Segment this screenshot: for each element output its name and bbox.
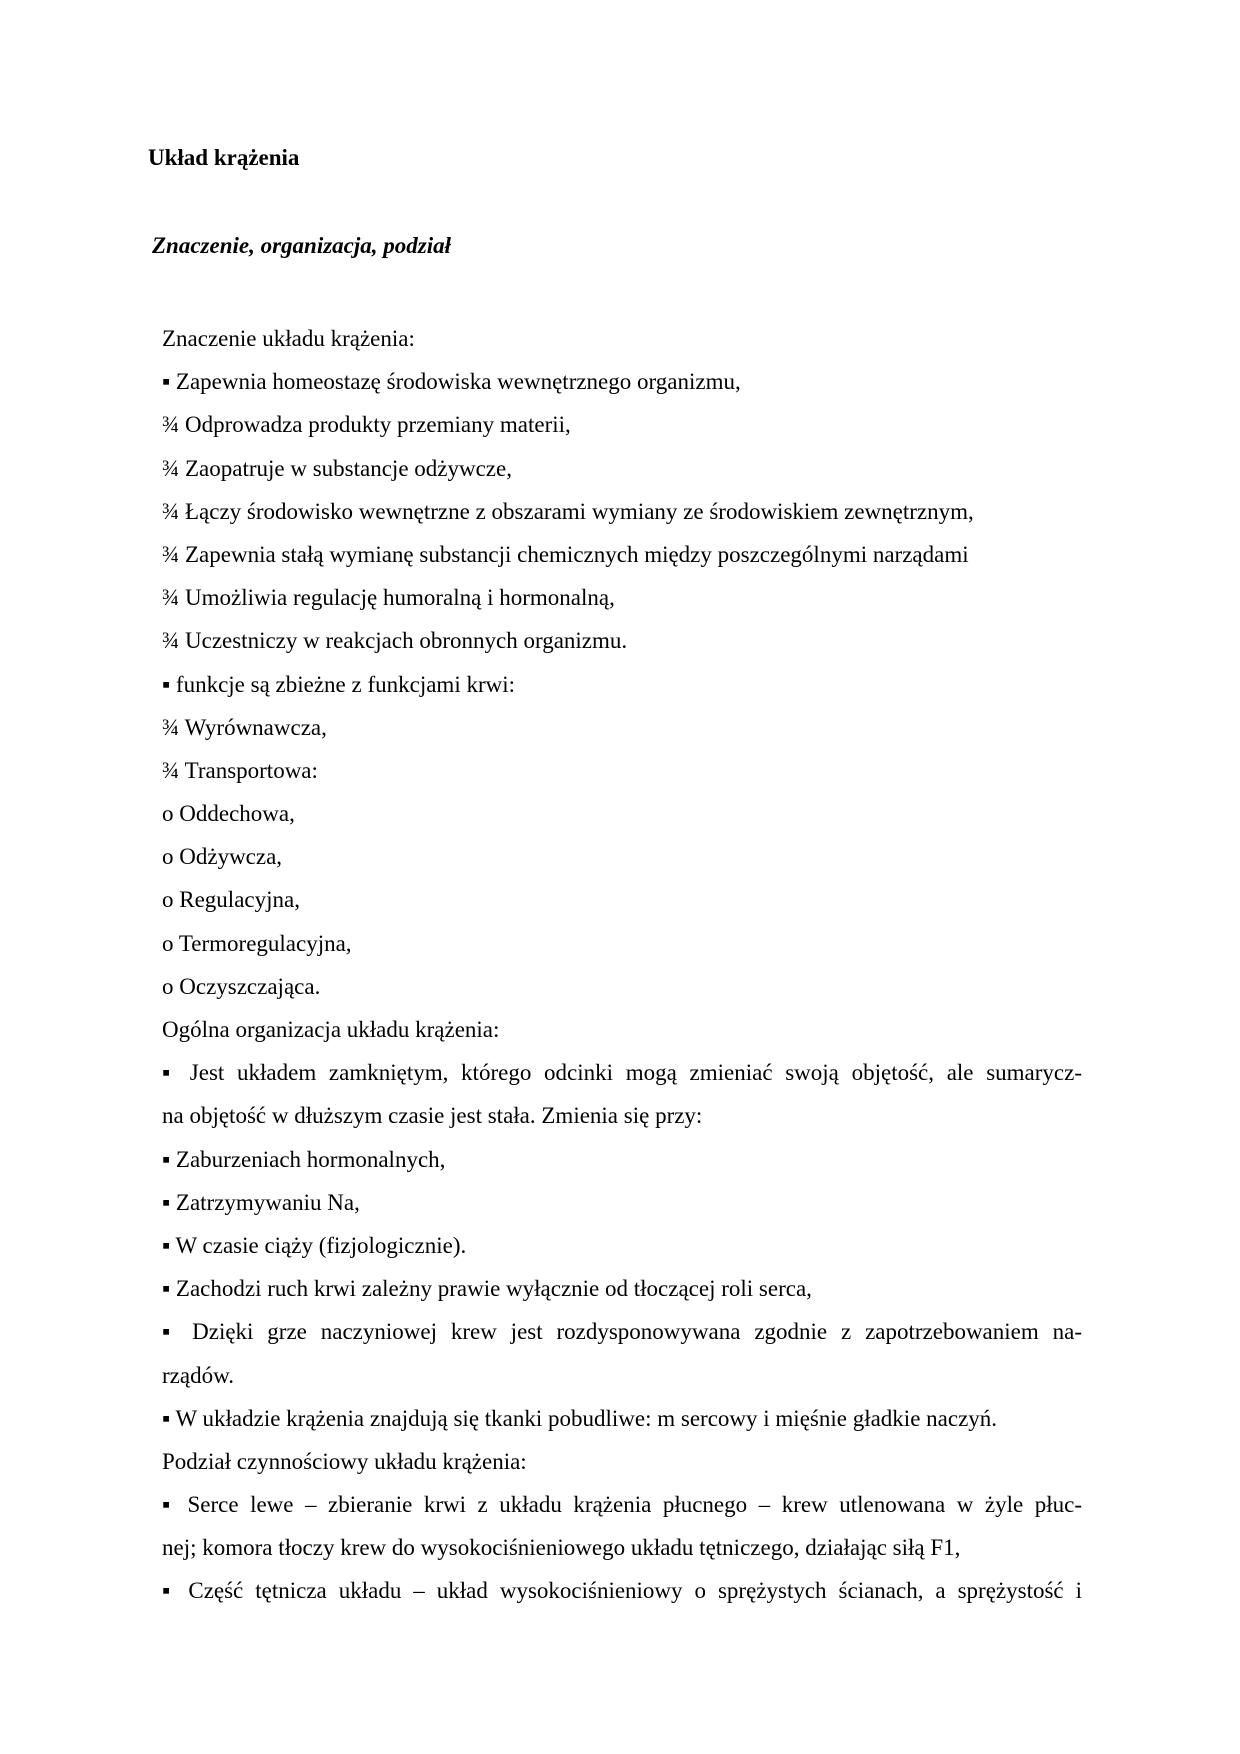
section-heading: Ogólna organizacja układu krążenia: — [162, 1017, 500, 1042]
list-item: ¾ Umożliwia regulację humoralną i hormonalną, — [162, 585, 615, 611]
bullet-item: ▪ Część tętnicza układu – układ wysokociśnieniowy o sprężystych ścianach, a sprężystość i — [162, 1578, 1082, 1604]
bullet-item: ▪ Serce lewe – zbieranie krwi z układu krążenia płucnego – krew utlenowana w żyle płuc- — [162, 1492, 1082, 1518]
bullet-item: ▪ Zaburzeniach hormonalnych, — [162, 1146, 446, 1172]
section-subtitle: Znaczenie, organizacja, podział — [152, 233, 452, 258]
bullet-item: ▪ W czasie ciąży (fizjologicznie). — [162, 1232, 467, 1258]
bullet-item: ▪ Zachodzi ruch krwi zależny prawie wyłącznie od tłoczącej roli serca, — [162, 1276, 812, 1302]
list-item: ¾ Zaopatruje w substancje odżywcze, — [162, 455, 512, 481]
list-item: ¾ Wyrównawcza, — [162, 714, 327, 740]
list-item: ¾ Łączy środowisko wewnętrzne z obszarami wymiany ze środowiskiem zewnętrznym, — [162, 498, 974, 524]
text-line: rządów. — [162, 1362, 234, 1388]
bullet-item: ▪ Zapewnia homeostazę środowiska wewnętrznego organizmu, — [162, 369, 741, 395]
section-heading: Podział czynnościowy układu krążenia: — [162, 1448, 527, 1474]
text-line: na objętość w dłuższym czasie jest stała. Zmienia się przy: — [162, 1103, 703, 1129]
document-body — [162, 317, 1082, 1613]
bullet-item: ▪ funkcje są zbieżne z funkcjami krwi: — [162, 671, 516, 697]
list-item: ¾ Transportowa: — [162, 757, 318, 783]
bullet-item: ▪ Dzięki grze naczyniowej krew jest rozdysponowywana zgodnie z zapotrzebowaniem na- — [162, 1319, 1082, 1345]
text-line: Znaczenie układu krążenia: — [162, 326, 415, 351]
bullet-item: ▪ Zatrzymywaniu Na, — [162, 1189, 360, 1215]
sub-list-item: o Oddechowa, — [162, 801, 295, 827]
sub-list-item: o Odżywcza, — [162, 844, 283, 870]
list-item: ¾ Uczestniczy w reakcjach obronnych organizmu. — [162, 628, 628, 654]
document-title: Układ krążenia — [148, 145, 300, 170]
sub-list-item: o Termoregulacyjna, — [162, 930, 352, 956]
text-line: nej; komora tłoczy krew do wysokociśnieniowego układu tętniczego, działając siłą F1, — [162, 1535, 961, 1561]
bullet-item: ▪ Jest układem zamkniętym, którego odcinki mogą zmieniać swoją objętość, ale sumarycz- — [162, 1060, 1082, 1086]
list-item: ¾ Odprowadza produkty przemiany materii, — [162, 412, 571, 438]
sub-list-item: o Oczyszczająca. — [162, 973, 321, 999]
list-item: ¾ Zapewnia stałą wymianę substancji chemicznych między poszczególnymi narządami — [162, 541, 969, 567]
bullet-item: ▪ W układzie krążenia znajdują się tkanki pobudliwe: m sercowy i mięśnie gładkie naczyń. — [162, 1405, 998, 1431]
sub-list-item: o Regulacyjna, — [162, 887, 300, 913]
